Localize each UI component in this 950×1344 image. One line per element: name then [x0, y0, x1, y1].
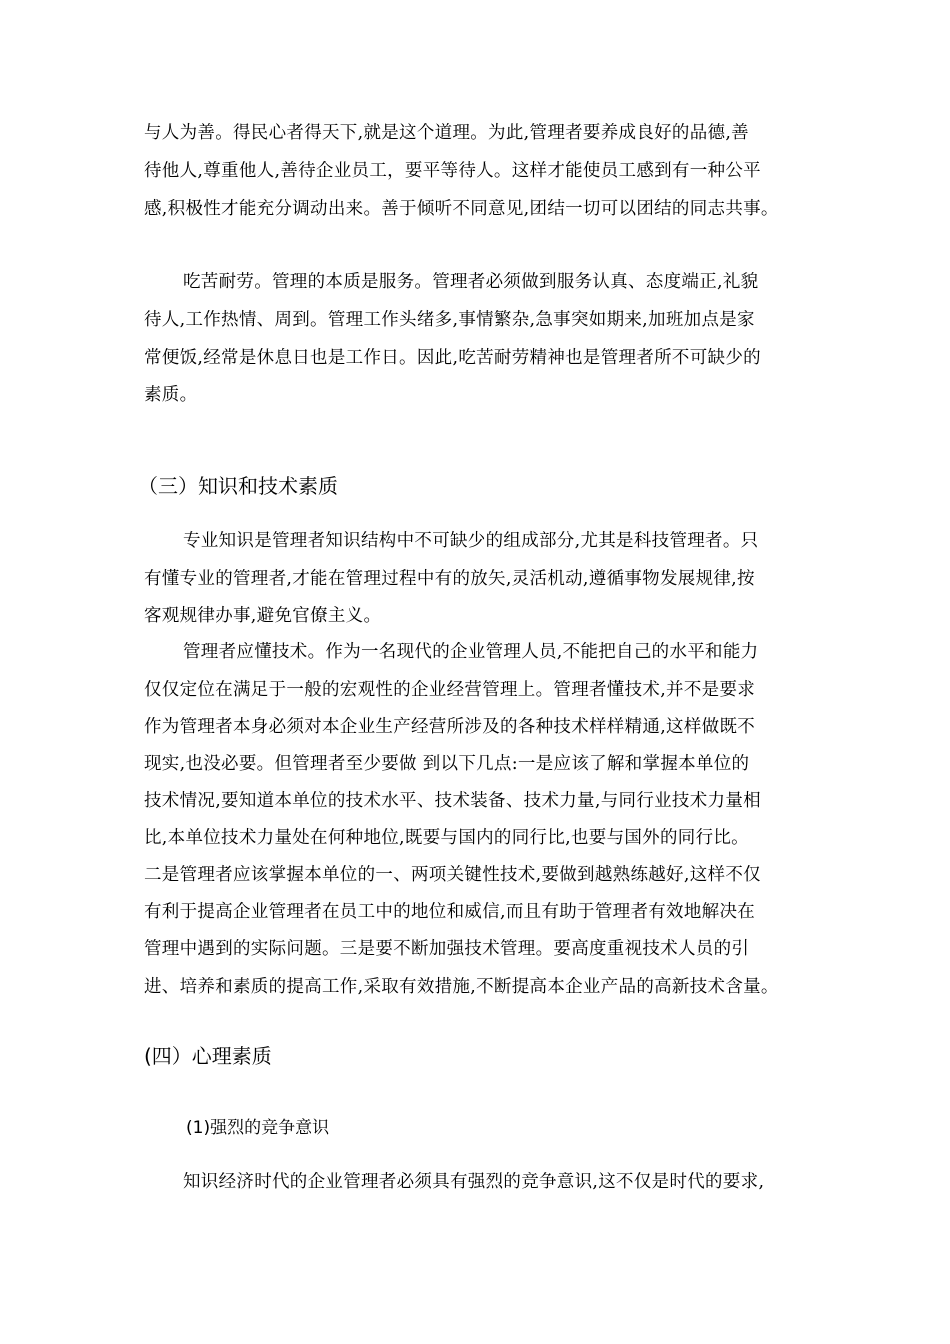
text-line: 待他人,尊重他人,善待企业员工，要平等待人。这样才能使员工感到有一种公平 — [144, 161, 761, 181]
section-heading: （三）知识和技术素质 — [138, 474, 338, 498]
text-line: 管理中遇到的实际问题。三是要不断加强技术管理。要高度重视技术人员的引 — [144, 939, 750, 959]
text-line: 专业知识是管理者知识结构中不可缺少的组成部分,尤其是科技管理者。只 — [183, 531, 759, 551]
text-line: 知识经济时代的企业管理者必须具有强烈的竞争意识,这不仅是时代的要求, — [183, 1172, 765, 1192]
subsection-heading: (1)强烈的竞争意识 — [186, 1118, 330, 1138]
text-line: 现实,也没必要。但管理者至少要做 到以下几点:一是应该了解和掌握本单位的 — [144, 754, 750, 774]
text-line: 进、培养和素质的提高工作,采取有效措施,不断提高本企业产品的高新技术含量。 — [144, 977, 779, 997]
text-line: 客观规律办事,避免官僚主义。 — [144, 606, 382, 626]
text-line: 常便饭,经常是休息日也是工作日。因此,吃苦耐劳精神也是管理者所不可缺少的 — [144, 348, 761, 368]
text-line: 吃苦耐劳。管理的本质是服务。管理者必须做到服务认真、态度端正,礼貌 — [183, 272, 759, 292]
text-line: 与人为善。得民心者得天下,就是这个道理。为此,管理者要养成良好的品德,善 — [144, 123, 749, 143]
section-heading: (四）心理素质 — [144, 1044, 272, 1068]
text-line: 有利于提高企业管理者在员工中的地位和威信,而且有助于管理者有效地解决在 — [144, 902, 756, 922]
text-line: 比,本单位技术力量处在何种地位,既要与国内的同行比,也要与国外的同行比。 — [144, 828, 749, 848]
text-line: 仅仅定位在满足于一般的宏观性的企业经营管理上。管理者懂技术,并不是要求 — [144, 680, 756, 700]
text-line: 有懂专业的管理者,才能在管理过程中有的放矢,灵活机动,遵循事物发展规律,按 — [144, 569, 755, 589]
text-line: 作为管理者本身必须对本企业生产经营所涉及的各种技术样样精通,这样做既不 — [144, 717, 756, 737]
text-line: 待人,工作热情、周到。管理工作头绪多,事情繁杂,急事突如期来,加班加点是家 — [144, 310, 755, 330]
text-line: 二是管理者应该掌握本单位的一、两项关键性技术,要做到越熟练越好,这样不仅 — [144, 865, 761, 885]
text-line: 技术情况,要知道本单位的技术水平、技术装备、技术力量,与同行业技术力量相 — [144, 791, 761, 811]
text-line: 素质。 — [144, 385, 198, 405]
text-line: 管理者应懂技术。作为一名现代的企业管理人员,不能把自己的水平和能力 — [183, 642, 759, 662]
text-line: 感,积极性才能充分调动出来。善于倾听不同意见,团结一切可以团结的同志共事。 — [144, 199, 779, 219]
